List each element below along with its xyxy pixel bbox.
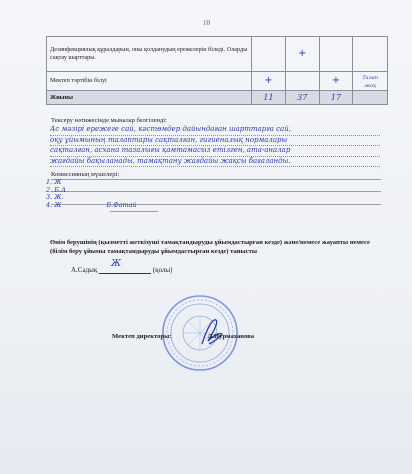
- handwritten-line: Ас мәзірі ережеге сай, кәстөмдер дайындаған шарттарға сай,: [50, 125, 380, 136]
- member-mark: Ж.: [54, 193, 64, 201]
- member-signature: [46, 202, 137, 210]
- signature-caption: (қолы): [152, 266, 173, 274]
- member-number: 4.: [46, 200, 53, 209]
- director-name: Л.Нурмаханова: [207, 333, 255, 340]
- member-number: 1.: [46, 178, 53, 186]
- member-mark: Б.А: [54, 185, 67, 194]
- handwritten-line: сақталған, асхана тазалығы қамтамасыз етілген, ата-аналар: [50, 146, 380, 157]
- row-mark: +: [285, 37, 319, 72]
- table-row: [47, 72, 388, 91]
- row-mark: [252, 37, 286, 72]
- parent-signature: Ж: [111, 259, 122, 269]
- row-mark: +: [252, 72, 286, 91]
- row-mark: [319, 37, 353, 72]
- total-value: 17: [330, 92, 342, 102]
- director-label: Мектеп директоры:: [112, 333, 172, 340]
- row-mark: +: [319, 72, 353, 91]
- director-signature: [199, 314, 225, 348]
- signature-underline: [110, 211, 158, 212]
- table-row: [47, 37, 388, 72]
- member-mark: Ж: [54, 200, 62, 209]
- director-signature-line: [112, 333, 254, 340]
- members-signature-list: [46, 179, 137, 209]
- row-mark: [353, 37, 388, 72]
- conclusion-handwriting: [50, 125, 380, 167]
- member-name: Б.Фатай: [106, 200, 137, 209]
- table-total-row: [47, 91, 388, 105]
- acknowledgement-text: Өнім берушінің (қызметті жеткізуші тамақтандыруды ұйымдастырған кезде) және/немесе жауапты немесе (білім беру ұйымы тамақтандыруды ұйымдастырған кезде) танысты: [50, 239, 370, 255]
- conclusion-heading: Тексеру нәтижесінде мыналар белгіленді:: [51, 117, 167, 124]
- row-mark: [285, 72, 319, 91]
- row-note: Талап жоқ: [362, 75, 379, 89]
- row-label: Мектеп тәртібін білуі: [47, 72, 252, 91]
- member-number: 2.: [46, 185, 53, 194]
- parent-acknowledgement: [71, 259, 173, 274]
- inspection-table: [46, 36, 388, 105]
- parent-name: А.Садық: [71, 266, 98, 274]
- member-mark: Ж: [54, 178, 62, 186]
- members-heading: Комиссияның мүшелері:: [51, 171, 120, 178]
- total-value: 11: [263, 92, 274, 102]
- handwritten-line: жағдайы бақыланады, тамақтану жағдайы жақсы бағаланды.: [50, 157, 380, 168]
- member-number: 3.: [46, 193, 53, 201]
- total-label: Жиыны: [47, 91, 252, 105]
- total-value: 37: [297, 92, 308, 102]
- page-number: 10: [203, 19, 210, 27]
- row-label: Дезинфекциялық құралдарын, оны қолданудың ережелерін біледі. Оларды сақтау шарттары.: [47, 37, 252, 72]
- handwritten-line: оқу ұйымының талаптары сақталған, гигиеналық нормалары: [50, 136, 380, 147]
- signature-line: [99, 259, 151, 274]
